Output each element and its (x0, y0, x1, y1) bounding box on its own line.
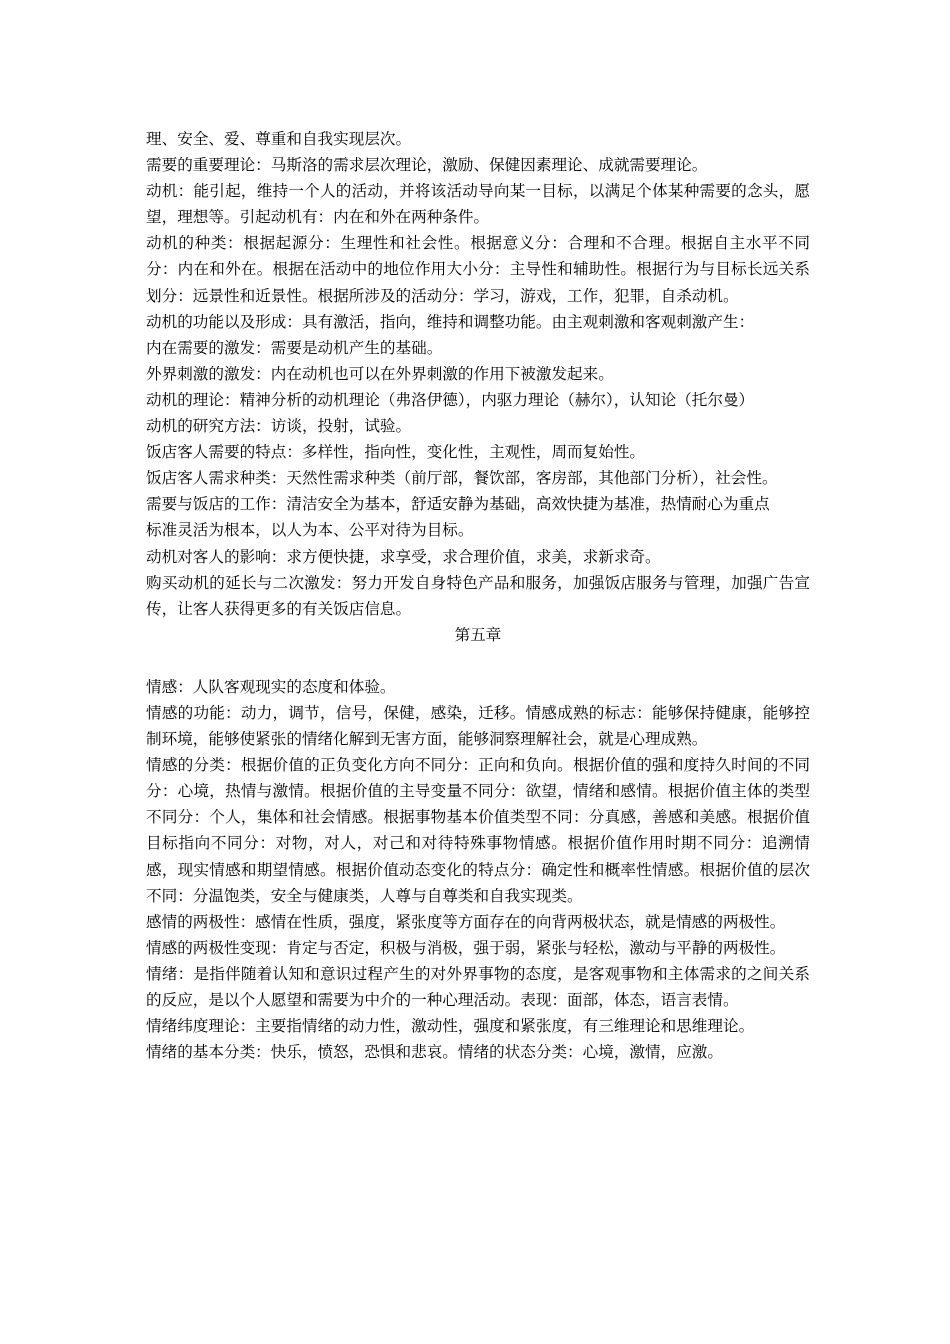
paragraph: 理、安全、爱、尊重和自我实现层次。 (146, 130, 412, 148)
paragraph: 动机的理论：精神分析的动机理论（弗洛伊德），内驱力理论（赫尔），认知论（托尔曼） (146, 390, 755, 409)
paragraph: 需要的重要理论：马斯洛的需求层次理论，激励、保健因素理论、成就需要理论。 (146, 156, 708, 175)
paragraph: 动机的功能以及形成：具有激活，指向，维持和调整功能。由主观刺激和客观刺激产生： (146, 312, 755, 331)
paragraph: 感情的两极性：感情在性质，强度，紧张度等方面存在的向背两极状态，就是情感的两极性。 (146, 912, 786, 931)
paragraph: 购买动机的延长与二次激发：努力开发自身特色产品和服务，加强饭店服务与管理，加强广告宣传，让客人获得更多的有关饭店信息。 (146, 573, 810, 618)
chapter-heading: 第五章 (454, 625, 502, 644)
section-a (146, 126, 810, 622)
paragraph: 情感的分类：根据价值的正负变化方向不同分：正向和负向。根据价值的强和度持久时间的不同分：心境，热情与激情。根据价值的主导变量不同分：欲望，情绪和感情。根据价值主体的类型不同分：个人，集体和社会情感。根据事物基本价值类型不同：分真感，善感和美感。根据价值目标指向不同分：对物，对人，对己和对待特殊事物情感。根据价值作用时期不同分：追溯情感，现实情感和期望情感。根据价值动态变化的特点分：确定性和概率性情感。根据价值的层次不同：分温饱类，安全与健康类，人尊与自尊类和自我实现类。 (146, 756, 810, 905)
paragraph: 饭店客人需要的特点：多样性，指向性，变化性，主观性，周而复始性。 (146, 443, 646, 462)
paragraph: 情绪纬度理论：主要指情绪的动力性，激动性，强度和紧张度，有三维理论和思维理论。 (146, 1017, 755, 1036)
paragraph: 情感的两极性变现：肯定与否定，积极与消极，强于弱，紧张与轻松，激动与平静的两极性。 (146, 938, 786, 957)
document-page (146, 126, 810, 1065)
paragraph: 动机对客人的影响：求方便快捷，求享受，求合理价值，求美，求新求奇。 (146, 547, 661, 566)
paragraph: 标准灵活为根本，以人为本、公平对待为目标。 (146, 521, 474, 540)
paragraph: 动机的研究方法：访谈，投射，试验。 (146, 417, 412, 436)
paragraph: 饭店客人需求种类：天然性需求种类（前厅部，餐饮部，客房部，其他部门分析），社会性。 (146, 469, 778, 488)
paragraph: 动机：能引起，维持一个人的活动，并将该活动导向某一目标，以满足个体某种需要的念头，愿望，理想等。引起动机有：内在和外在两种条件。 (146, 182, 810, 227)
section-b (146, 674, 810, 1065)
paragraph: 需要与饭店的工作：清洁安全为基本，舒适安静为基础，高效快捷为基准，热情耐心为重点 (146, 495, 770, 514)
paragraph: 情绪的基本分类：快乐，愤怒，恐惧和悲哀。情绪的状态分类：心境，激情，应激。 (146, 1043, 723, 1062)
paragraph: 动机的种类：根据起源分：生理性和社会性。根据意义分：合理和不合理。根据自主水平不同分：内在和外在。根据在活动中的地位作用大小分：主导性和辅助性。根据行为与目标长远关系划分：远景性和近景性。根据所涉及的活动分：学习，游戏，工作，犯罪，自杀动机。 (146, 234, 810, 305)
paragraph: 外界刺激的激发：内在动机也可以在外界刺激的作用下被激发起来。 (146, 364, 614, 383)
paragraph: 情绪：是指伴随着认知和意识过程产生的对外界事物的态度，是客观事物和主体需求的之间关系的反应，是以个人愿望和需要为中介的一种心理活动。表现：面部，体态，语言表情。 (146, 964, 810, 1009)
paragraph: 情感的功能：动力，调节，信号，保健，感染，迁移。情感成熟的标志：能够保持健康，能够控制环境，能够使紧张的情绪化解到无害方面，能够洞察理解社会，就是心理成熟。 (146, 703, 810, 749)
paragraph: 情感：人队客观现实的态度和体验。 (146, 677, 396, 696)
paragraph: 内在需要的激发：需要是动机产生的基础。 (146, 338, 443, 357)
